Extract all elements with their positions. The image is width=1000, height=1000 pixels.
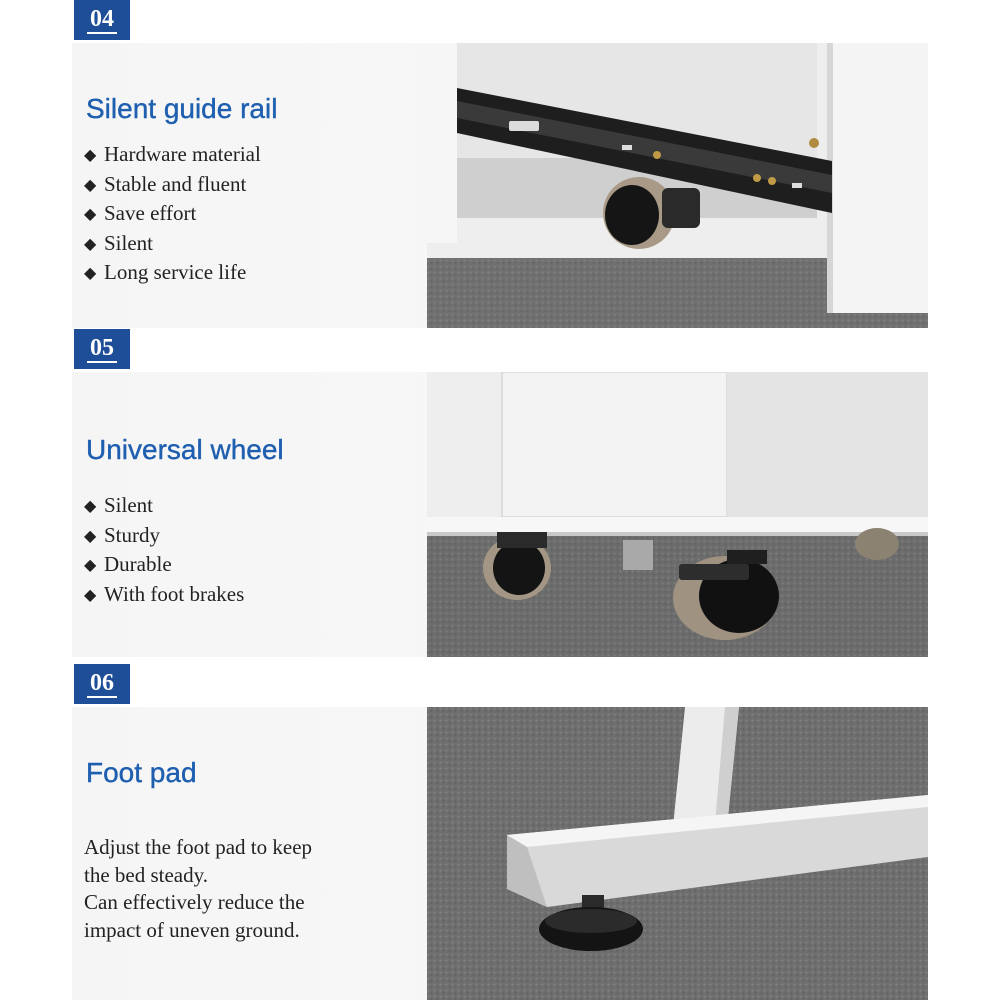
section-number: 06 — [87, 671, 117, 698]
feature-section-universal-wheel — [72, 372, 928, 657]
feature-item: ◆ Long service life — [84, 259, 261, 289]
section-description — [84, 834, 312, 944]
description-line: the bed steady. — [84, 862, 209, 887]
feature-item: ◆ Stable and fluent — [84, 171, 261, 201]
section-title: Foot pad — [86, 757, 197, 788]
diamond-bullet-icon: ◆ — [84, 265, 97, 282]
feature-list — [84, 141, 261, 289]
description-line: Adjust the foot pad to keep — [84, 835, 313, 859]
adjustable-foot-pad-photo — [427, 707, 928, 1000]
section-title: Universal wheel — [86, 434, 284, 465]
diamond-bullet-icon: ◆ — [84, 586, 97, 604]
description-line: impact of uneven ground. — [84, 917, 300, 942]
feature-item: ◆ With foot brakes — [84, 581, 244, 611]
section-number-badge — [74, 0, 130, 40]
diamond-bullet-icon: ◆ — [84, 498, 97, 515]
section-number: 04 — [87, 7, 117, 34]
diamond-bullet-icon: ◆ — [84, 527, 97, 545]
feature-item: ◆ Hardware material — [84, 141, 261, 171]
feature-section-foot-pad — [72, 707, 928, 1000]
section-number-badge — [74, 329, 130, 369]
feature-item: ◆ Silent — [84, 230, 261, 260]
section-title: Silent guide rail — [86, 93, 278, 124]
diamond-bullet-icon: ◆ — [84, 206, 97, 223]
section-number: 05 — [87, 336, 117, 363]
diamond-bullet-icon: ◆ — [84, 147, 97, 164]
diamond-bullet-icon: ◆ — [84, 557, 97, 574]
feature-section-guide-rail — [72, 43, 928, 328]
description-line: Can effectively reduce the — [84, 890, 305, 914]
drawer-slide-rail-photo — [427, 43, 928, 328]
feature-list — [84, 492, 244, 610]
feature-item: ◆ Save effort — [84, 200, 261, 230]
section-number-badge — [74, 664, 130, 704]
feature-item: ◆ Silent — [84, 492, 244, 522]
diamond-bullet-icon: ◆ — [84, 176, 97, 194]
feature-item: ◆ Durable — [84, 551, 244, 581]
diamond-bullet-icon: ◆ — [84, 235, 97, 253]
caster-wheel-photo — [427, 372, 928, 657]
feature-item: ◆ Sturdy — [84, 522, 244, 552]
